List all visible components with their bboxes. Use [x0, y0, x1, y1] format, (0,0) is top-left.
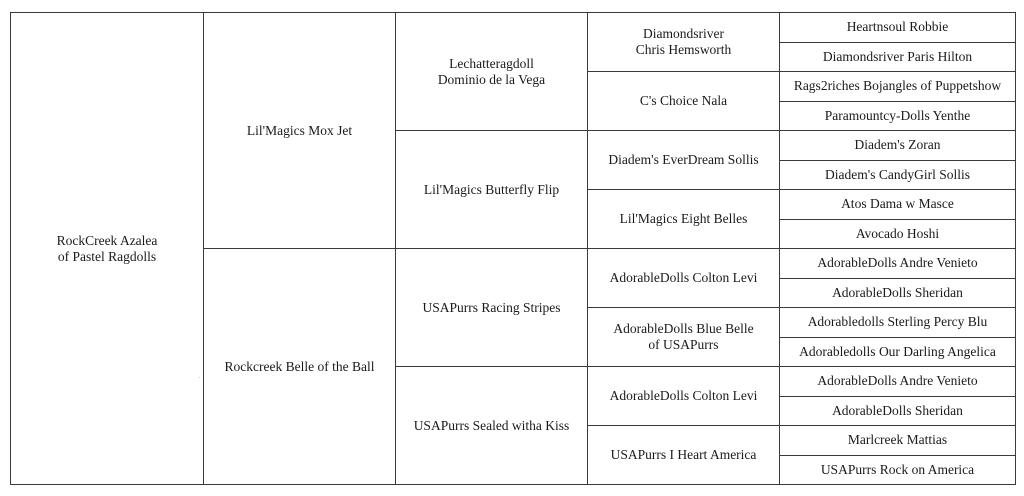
great-great-grandparent-6: Diadem's CandyGirl Sollis — [780, 160, 1016, 190]
grandparent-name-line1: USAPurrs Sealed witha Kiss — [413, 417, 570, 433]
pedigree-row — [11, 13, 1016, 43]
stray-mark: . — [199, 374, 201, 380]
parent-dam — [204, 249, 396, 485]
great-grandparent-1 — [588, 13, 780, 72]
great-grandparent-name-line1: AdorableDolls Blue Belle — [613, 321, 754, 336]
great-grandparent-name-line1: Diamondsriver — [643, 26, 724, 41]
great-grandparent-2 — [588, 72, 780, 131]
great-great-grandparent-2: Diamondsriver Paris Hilton — [780, 42, 1016, 72]
great-grandparent-7 — [588, 367, 780, 426]
great-great-grandparent-14: AdorableDolls Sheridan — [780, 396, 1016, 426]
great-great-grandparent-12: Adorabledolls Our Darling Angelica — [780, 337, 1016, 367]
grandparent-3 — [396, 249, 588, 367]
great-grandparent-name-line2: Chris Hemsworth — [635, 42, 732, 57]
great-great-grandparent-5: Diadem's Zoran — [780, 131, 1016, 161]
great-grandparent-3 — [588, 131, 780, 190]
great-grandparent-name-line1: Lil'Magics Eight Belles — [619, 211, 748, 226]
grandparent-1 — [396, 13, 588, 131]
great-great-grandparent-7: Atos Dama w Masce — [780, 190, 1016, 220]
grandparent-name-line2: Dominio de la Vega — [437, 71, 546, 87]
great-grandparent-4 — [588, 190, 780, 249]
great-great-grandparent-8: Avocado Hoshi — [780, 219, 1016, 249]
great-great-grandparent-9: AdorableDolls Andre Venieto — [780, 249, 1016, 279]
great-great-grandparent-13: AdorableDolls Andre Venieto — [780, 367, 1016, 397]
parent-name: Lil'Magics Mox Jet — [246, 122, 353, 138]
great-grandparent-name-line1: Diadem's EverDream Sollis — [608, 152, 759, 167]
great-great-grandparent-16: USAPurrs Rock on America — [780, 455, 1016, 485]
subject-cat — [11, 13, 204, 485]
grandparent-2 — [396, 131, 588, 249]
great-great-grandparent-1: Heartnsoul Robbie — [780, 13, 1016, 43]
grandparent-name-line1: Lil'Magics Butterfly Flip — [423, 181, 560, 197]
great-great-grandparent-15: Marlcreek Mattias — [780, 426, 1016, 456]
great-grandparent-name-line2: of USAPurrs — [648, 337, 719, 352]
great-grandparent-8 — [588, 426, 780, 485]
great-grandparent-name-line1: AdorableDolls Colton Levi — [609, 388, 758, 403]
great-great-grandparent-11: Adorabledolls Sterling Percy Blu — [780, 308, 1016, 338]
parent-name: Rockcreek Belle of the Ball — [224, 358, 375, 374]
great-grandparent-name-line1: C's Choice Nala — [639, 93, 728, 108]
great-great-grandparent-3: Rags2riches Bojangles of Puppetshow — [780, 72, 1016, 102]
great-grandparent-name-line1: AdorableDolls Colton Levi — [609, 270, 758, 285]
grandparent-name-line1: USAPurrs Racing Stripes — [422, 299, 561, 315]
pedigree-table — [10, 12, 1016, 485]
great-great-grandparent-10: AdorableDolls Sheridan — [780, 278, 1016, 308]
great-great-grandparent-4: Paramountcy-Dolls Yenthe — [780, 101, 1016, 131]
great-grandparent-5 — [588, 249, 780, 308]
parent-sire — [204, 13, 396, 249]
great-grandparent-name-line1: USAPurrs I Heart America — [610, 447, 757, 462]
great-grandparent-6 — [588, 308, 780, 367]
grandparent-name-line1: Lechatteragdoll — [449, 55, 534, 71]
subject-name-line2: of Pastel Ragdolls — [57, 248, 157, 264]
subject-name-line1: RockCreek Azalea — [56, 232, 158, 248]
grandparent-4 — [396, 367, 588, 485]
